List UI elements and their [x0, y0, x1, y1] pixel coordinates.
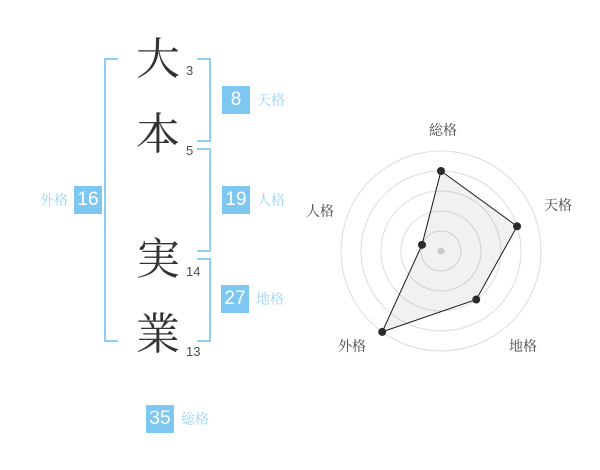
- name-char-4: 業: [136, 310, 180, 359]
- stroke-count-1: 3: [186, 63, 194, 78]
- gaikaku-value-badge: 16: [74, 186, 102, 214]
- chikaku-label: 地格: [256, 291, 284, 307]
- radar-data-point: [513, 222, 521, 230]
- stroke-count-2: 5: [186, 143, 194, 158]
- name-char-3: 実: [136, 235, 180, 284]
- soukaku-value-badge: 35: [146, 405, 174, 433]
- radar-axis-label-5: 人格: [306, 203, 334, 219]
- radar-center-dot: [438, 248, 445, 255]
- tenkaku-value-badge: 8: [222, 86, 250, 114]
- jinkaku-label: 人格: [257, 192, 285, 208]
- name-char-1: 大: [136, 35, 180, 84]
- stroke-count-3: 14: [186, 264, 201, 279]
- jinkaku-bracket: [197, 148, 211, 252]
- soukaku-label: 総格: [181, 411, 209, 427]
- gaikaku-bracket: [104, 58, 118, 342]
- radar-data-point: [378, 328, 386, 336]
- tenkaku-label: 天格: [257, 92, 285, 108]
- radar-data-point: [472, 296, 480, 304]
- chikaku-bracket: [197, 258, 211, 342]
- radar-axis-label-2: 天格: [544, 197, 572, 213]
- radar-axis-label-3: 地格: [509, 338, 537, 354]
- radar-data-point: [437, 167, 445, 175]
- gaikaku-label: 外格: [40, 192, 68, 208]
- jinkaku-value-badge: 19: [222, 186, 250, 214]
- radar-axis-label-1: 総格: [429, 122, 457, 138]
- radar-chart: [295, 110, 595, 375]
- stroke-count-4: 13: [186, 344, 201, 359]
- chikaku-value-badge: 27: [221, 285, 249, 313]
- tenkaku-bracket: [197, 58, 211, 142]
- radar-data-point: [418, 241, 426, 249]
- name-char-2: 本: [136, 110, 180, 159]
- radar-axis-label-4: 外格: [338, 338, 366, 354]
